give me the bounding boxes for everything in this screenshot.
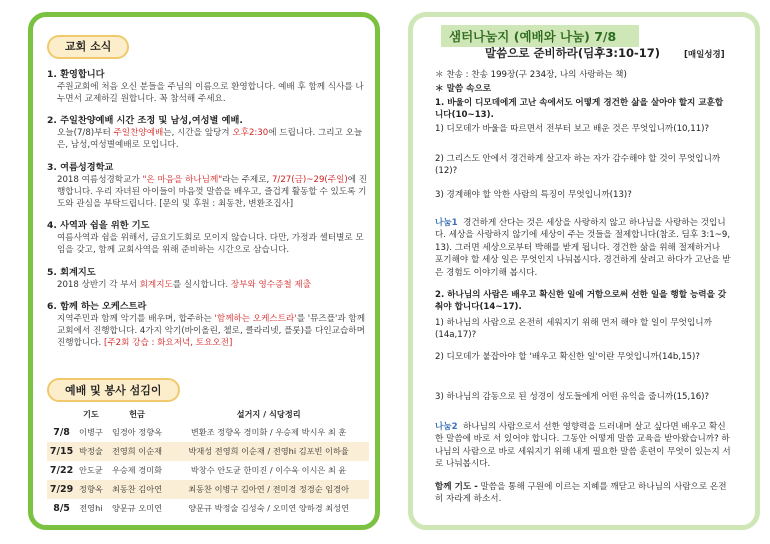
question-1-1: 1) 디모데가 바울을 따르면서 전부터 보고 배운 것은 무엇입니까(10,11)? (435, 124, 710, 134)
into-word-heading: ＊ 말씀 속으로 (435, 84, 492, 94)
news-item-title: 1. 환영합니다 (47, 68, 105, 80)
news-item-worship-time (47, 114, 369, 151)
table-row (47, 423, 369, 442)
share-1 (435, 217, 731, 279)
highlight-text: 장부와 영수증철 제출 (230, 279, 312, 290)
share-text: 하나님의 사람으로서 선한 영향력을 드러내며 살고 싶다면 배우고 확신한 말씀에 바로 서 있어야 합니다. 그동안 어떻게 말씀 교육을 받아왔습니까? 하나님의 사람으로 바로 세워지기 위해 내게 필요한 말씀 훈련이 무엇이 있는지 서로 나눠봅시다. (435, 422, 731, 470)
question-1-3: 3) 경계해야 할 악한 사람의 특징이 무엇입니까(13)? (435, 190, 632, 200)
text: 를 '뮤즈플'과 함께 교회에서 진행합니다. 4가지 악기(바이올린, 첼로, 클라리넷, 플룻)를 다인교습하며 진행합니다. (57, 314, 366, 349)
closing-prayer (435, 481, 731, 506)
news-item-title: 6. 함께 하는 오케스트라 (47, 300, 147, 312)
text: 라는 주제로, (222, 174, 272, 185)
news-item-body (47, 279, 369, 291)
dish-cell: 양문규 박정술 김성숙 / 오미연 양하경 최성연 (188, 503, 349, 513)
text: 2018 여름성경학교가 (57, 174, 143, 185)
prayer-cell: 안도균 (79, 465, 103, 475)
news-item-title: 2. 주일찬양예배 시간 조정 및 남성,여성별 예배. (47, 115, 243, 127)
text: 에 드립니다. 그리고 오늘은, 남성,여성별예배로 모입니다. (57, 128, 363, 151)
dish-cell: 변환조 정향옥 경미화 / 우승제 박시우 최 훈 (190, 427, 347, 437)
date-cell: 7/15 (47, 442, 76, 461)
dish-cell: 박창수 안도균 한미진 / 이수욱 이시은 최 윤 (190, 465, 347, 475)
question-2-3: 3) 하나님의 감동으로 된 성경이 성도들에게 어떤 유익을 줍니까(15,16)? (435, 392, 710, 402)
series-title: 샘터나눔지 (예배와 나눔) 7/8 (441, 25, 639, 47)
service-schedule-table (47, 406, 369, 518)
text: 를 실시합니다. (172, 279, 231, 290)
question-1-2: 2) 그리스도 안에서 경건하게 살고자 하는 자가 감수해야 할 것이 무엇입니까(12)? (435, 154, 721, 177)
table-row (47, 442, 369, 461)
news-item-vbs (47, 161, 369, 211)
offering-cell: 전영희 이순재 (106, 442, 169, 461)
prayer-cell: 박정술 (76, 442, 106, 461)
table-header (47, 406, 76, 423)
source-tag: [매일성경] (684, 50, 725, 60)
news-item-title: 5. 회계지도 (47, 266, 96, 278)
date-cell: 7/29 (47, 480, 76, 499)
share-text: 경건하게 산다는 것은 세상을 사랑하지 않고 하나님을 사랑하는 것입니다. 세상을 사랑하지 않기에 세상이 주는 것들을 절제합니다(참조. 딤후 3:1~9, 13). 그러면 세상으로부터 박해를 받게 됩니다. 경건한 삶을 위해 절제하거나 포기해야 할 세상 일은 무엇인지 나눠봅시다. 경건하게 살려고 하다가 고난을 받은 경험도 이야기해 봅시다. (435, 218, 731, 278)
news-item-body: 여름사역과 쉼을 위해서, 금요기도회로 모이지 않습니다. 다만, 가정과 셀터별로 모임을 갖고, 함께 교회사역을 위해 준비하는 시간으로 삼습니다. (57, 233, 364, 256)
dish-cell: 박재성 전영희 이순재 / 전영hi 김포빈 이하율 (168, 442, 369, 461)
news-item-orchestra (47, 300, 369, 350)
text: 는, 시간을 앞당겨 (163, 128, 233, 139)
dish-cell: 최동찬 이병구 김아연 / 전미경 정경순 임경아 (168, 480, 369, 499)
sermon-study-panel (408, 12, 760, 530)
schedule-section (47, 378, 180, 402)
table-header: 헌금 (129, 409, 145, 419)
offering-cell: 임경아 정향옥 (111, 427, 163, 437)
table-header-row (47, 406, 369, 423)
sermon-title (485, 45, 725, 61)
church-news-panel (28, 12, 380, 530)
offering-cell: 양문규 오미연 (111, 503, 163, 513)
prayer-cell: 전영hi (79, 503, 103, 513)
table-header: 설거지 / 식당정리 (236, 409, 301, 419)
prayer-cell: 이병구 (79, 427, 103, 437)
news-item-audit (47, 266, 369, 291)
table-row (47, 461, 369, 480)
highlight-text: 7/27(금)~29(주일) (271, 174, 348, 185)
news-item-body: 주원교회에 처음 오신 분들을 주님의 이름으로 환영합니다. 예배 후 함께 식사를 나누면서 교제하길 원합니다. 꼭 참석해 주세요. (57, 81, 364, 104)
news-item-title: 4. 사역과 쉼을 위한 기도 (47, 220, 150, 232)
question-2-1: 1) 하나님의 사람으로 온전히 세워지기 위해 먼저 해야 할 일이 무엇입니까(14a,17)? (435, 318, 712, 341)
text: 2018 상반기 각 부서 (57, 279, 140, 290)
question-2-2: 2) 디모데가 붙잡아야 할 '배우고 확신한 일'이란 무엇입니까(14b,15)? (435, 352, 700, 362)
news-item-title: 3. 여름성경학교 (47, 161, 114, 173)
share-2 (435, 421, 731, 471)
sermon-title-text: 말씀으로 준비하라(딤후3:10-17) (485, 46, 660, 60)
text: 지역주민과 함께 악기를 배우며, 합주하는 (57, 314, 215, 325)
table-row (47, 499, 369, 518)
highlight-text: 오후2:30 (232, 128, 269, 139)
text: 에 진행합니다. 우리 자녀된 아이들이 마음껏 말씀을 배우고, 즐겁게 활동할 수 있도록 기도와 관심을 부탁드립니다. [문의 및 후원 : 최동찬, 변환조집사] (57, 174, 368, 210)
offering-cell: 우승제 경미화 (111, 465, 163, 475)
prayer-text: 말씀을 통해 구원에 이르는 지혜를 깨닫고 하나님의 사람으로 온전히 자라게 하소서. (435, 482, 727, 505)
question-1: 1. 바울이 디모데에게 고난 속에서도 어떻게 경건한 삶을 살아야 할지 교훈합니다(10~13). (435, 98, 724, 121)
highlight-text: 주일찬양예배 (113, 128, 164, 139)
text: 오늘(7/8)부터 (57, 128, 114, 139)
question-2: 2. 하나님의 사람은 배우고 확신한 일에 거함으로써 선한 일을 행할 능력을 갖춰야 합니다(14~17). (435, 290, 727, 313)
offering-cell: 최동찬 김아연 (106, 480, 169, 499)
news-title: 교회 소식 (47, 35, 129, 59)
highlight-text: '함께하는 오케스트라' (214, 314, 297, 325)
table-row (47, 480, 369, 499)
news-section (47, 35, 369, 350)
news-item-body (47, 313, 369, 350)
table-header: 기도 (83, 409, 99, 419)
news-item-body (47, 127, 369, 151)
prayer-label: 함께 기도 - (435, 482, 478, 492)
schedule-title: 예배 및 봉사 섬김이 (47, 378, 180, 402)
share-label: 나눔1 (435, 218, 458, 228)
hymn-line: ＊ 찬송 : 찬송 199장(구 234장, 나의 사랑하는 책) (435, 70, 627, 80)
date-cell: 7/22 (49, 465, 74, 476)
news-item-welcome (47, 68, 369, 105)
share-label: 나눔2 (435, 422, 458, 432)
date-cell: 7/8 (53, 427, 70, 438)
highlight-text: [주2회 강습 : 화요저녁, 토요오전] (103, 338, 233, 349)
date-cell: 8/5 (53, 503, 70, 514)
prayer-cell: 정향옥 (76, 480, 106, 499)
highlight-text: 회계지도 (139, 279, 173, 290)
news-item-prayer (47, 219, 369, 256)
highlight-text: "온 마음을 하나님께" (142, 174, 223, 185)
news-item-body (47, 174, 369, 211)
